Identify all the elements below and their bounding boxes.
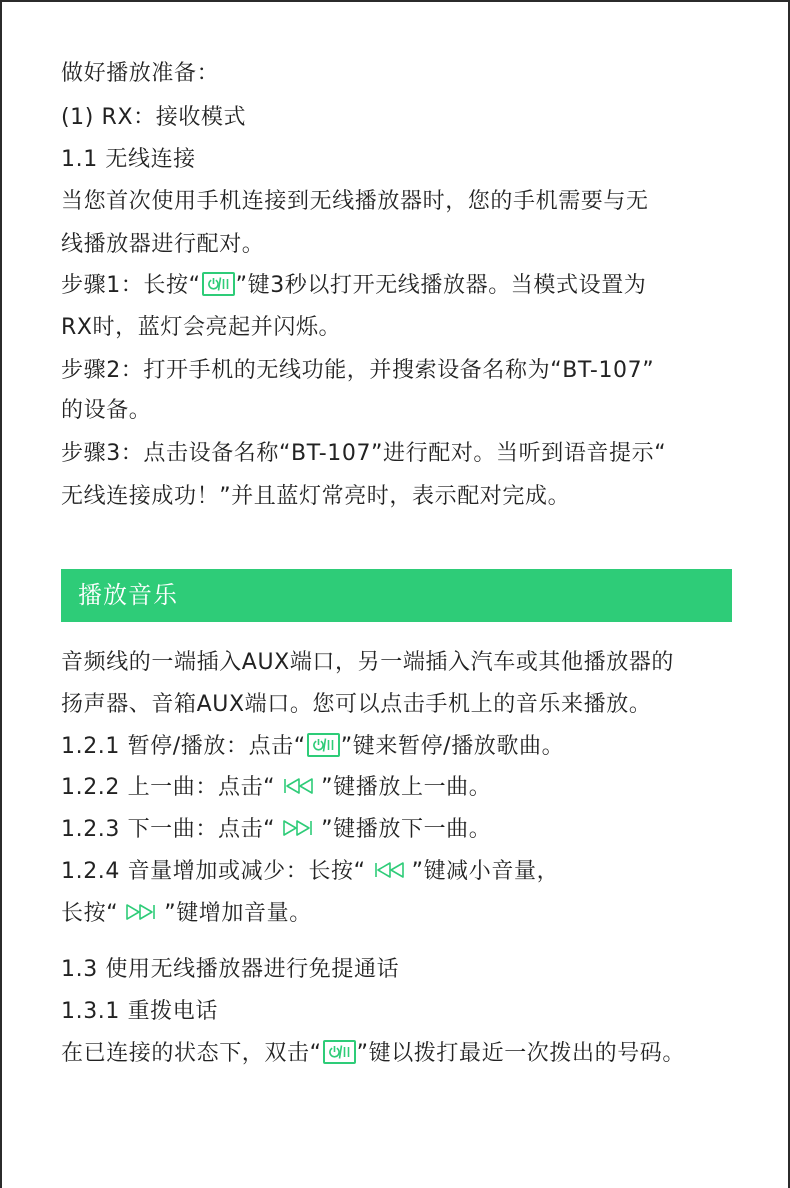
connect-paragraph-line-2: 线播放器进行配对。: [61, 232, 265, 257]
aux-paragraph-line-1: 音频线的一端插入AUX端口，另一端插入汽车或其他播放器的: [61, 650, 675, 675]
pause-play-text-b: ”键来暂停/播放歌曲。: [340, 734, 565, 759]
previous-track-text-b: ”键播放上一曲。: [321, 775, 492, 800]
redial-text-b: ”键以拨打最近一次拨出的号码。: [356, 1041, 686, 1066]
pause-play-text-a: 1.2.1 暂停/播放：点击“: [61, 734, 306, 759]
previous-track-icon: [281, 776, 315, 796]
previous-track-line: [61, 773, 768, 803]
redial-heading: 1.3.1 重拨电话: [61, 999, 218, 1024]
step-2-line-2: 的设备。: [61, 398, 152, 423]
play-pause-key-icon: [202, 272, 235, 296]
play-pause-key-icon: [307, 733, 340, 757]
play-music-title: 播放音乐: [78, 581, 178, 609]
wireless-connect-heading: 1.1 无线连接: [61, 147, 196, 172]
step-1-text-a: 步骤1：长按“: [61, 273, 201, 298]
next-track-icon: [281, 818, 315, 838]
volume-up-line: [61, 899, 768, 929]
step-1-line-2: RX时，蓝灯会亮起并闪烁。: [61, 315, 342, 340]
previous-track-icon: [372, 860, 406, 880]
next-track-line: [61, 815, 768, 845]
play-pause-key-icon: [323, 1040, 356, 1064]
step-3-line-2: 无线连接成功！”并且蓝灯常亮时，表示配对完成。: [61, 484, 571, 509]
volume-down-text-b: ”键减小音量，: [411, 859, 560, 884]
next-track-text-b: ”键播放下一曲。: [321, 817, 492, 842]
next-track-icon: [124, 902, 158, 922]
prep-heading: 做好播放准备：: [61, 61, 220, 86]
redial-line: [61, 1039, 768, 1069]
pause-play-line: [61, 732, 768, 762]
step-2-line: 步骤2：打开手机的无线功能，并搜索设备名称为“BT-107”: [61, 358, 655, 383]
volume-up-text-a: 长按“: [61, 901, 119, 926]
next-track-text-a: 1.2.3 下一曲：点击“: [61, 817, 276, 842]
redial-text-a: 在已连接的状态下，双击“: [61, 1041, 322, 1066]
previous-track-text-a: 1.2.2 上一曲：点击“: [61, 775, 276, 800]
step-1-text-b: ”键3秒以打开无线播放器。当模式设置为: [235, 273, 647, 298]
step-1-line: [61, 271, 768, 301]
aux-paragraph-line-2: 扬声器、音箱AUX端口。您可以点击手机上的音乐来播放。: [61, 692, 652, 717]
step-3-line: 步骤3：点击设备名称“BT-107”进行配对。当听到语音提示“: [61, 441, 667, 466]
connect-paragraph-line-1: 当您首次使用手机连接到无线播放器时，您的手机需要与无: [61, 189, 649, 214]
handsfree-heading: 1.3 使用无线播放器进行免提通话: [61, 957, 400, 982]
rx-mode-heading: (1) RX：接收模式: [61, 105, 247, 130]
volume-down-text-a: 1.2.4 音量增加或减少：长按“: [61, 859, 366, 884]
volume-down-line: [61, 857, 768, 887]
volume-up-text-b: ”键增加音量。: [164, 901, 312, 926]
play-music-banner: [61, 569, 732, 622]
